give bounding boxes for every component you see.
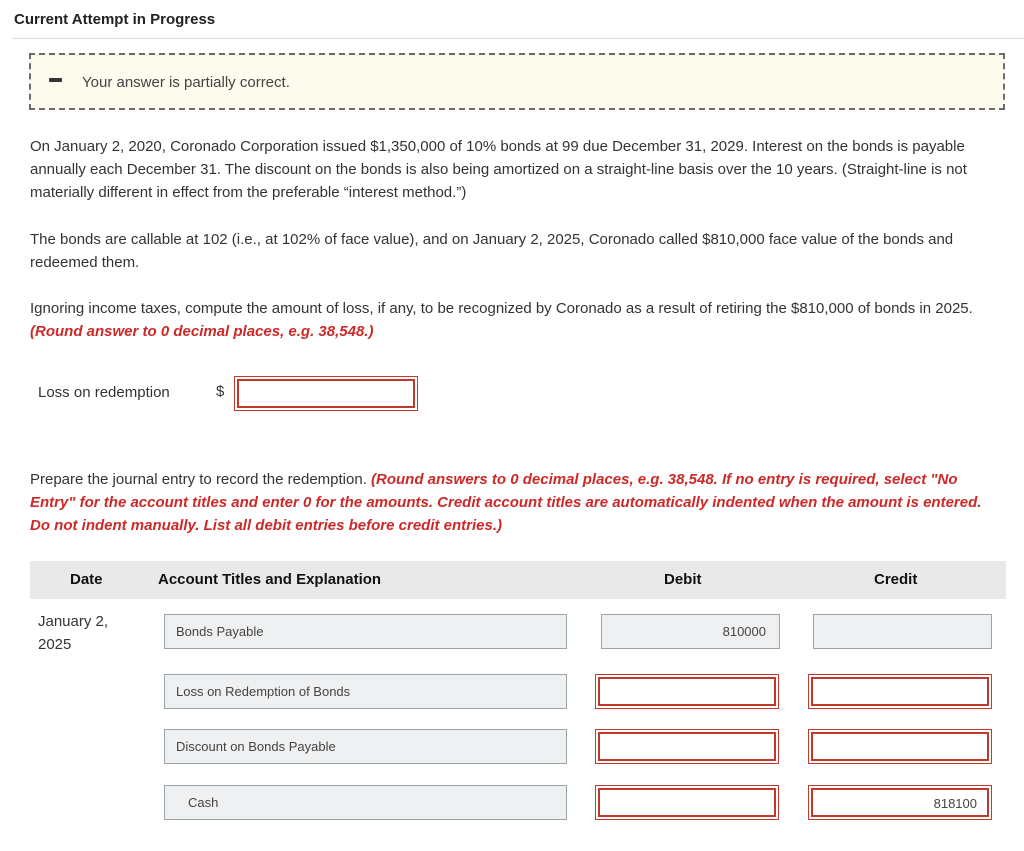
- problem-text-4: Prepare the journal entry to record the redemption.: [30, 471, 367, 488]
- debit-input-3[interactable]: [595, 729, 779, 764]
- account-select-1[interactable]: Bonds Payable: [164, 614, 567, 649]
- loss-label: Loss on redemption: [38, 384, 170, 401]
- problem-paragraph-3: [30, 297, 1005, 343]
- header-account: Account Titles and Explanation: [158, 571, 382, 588]
- credit-input-1[interactable]: [813, 614, 992, 649]
- debit-field-4[interactable]: [598, 788, 776, 817]
- debit-input-1[interactable]: 810000: [601, 614, 780, 649]
- currency-symbol: $: [216, 383, 225, 400]
- account-select-2[interactable]: Loss on Redemption of Bonds: [164, 674, 567, 709]
- credit-field-3[interactable]: [811, 732, 989, 761]
- feedback-message: Your answer is partially correct.: [82, 74, 290, 91]
- debit-input-2[interactable]: [595, 674, 779, 709]
- loss-on-redemption-input[interactable]: [234, 376, 418, 411]
- header-date: Date: [70, 571, 103, 588]
- account-select-3[interactable]: Discount on Bonds Payable: [164, 729, 567, 764]
- credit-field-2[interactable]: [811, 677, 989, 706]
- problem-paragraph-4: [30, 468, 1005, 537]
- header-credit: Credit: [874, 571, 918, 588]
- rounding-hint: (Round answer to 0 decimal places, e.g. 38,548.): [30, 323, 374, 340]
- debit-field-2[interactable]: [598, 677, 776, 706]
- problem-paragraph-2: The bonds are callable at 102 (i.e., at 102% of face value), and on January 2, 2025, Coronado called $810,000 face value of the bonds and redeemed them.: [30, 231, 954, 271]
- credit-field-4[interactable]: 818100: [811, 788, 989, 817]
- divider: [12, 38, 1024, 39]
- journal-hint: (Round answers to 0 decimal places, e.g. 38,548. If no entry is required, select "No Entry" for the account titles and enter 0 for the amounts. Credit account titles are automatically indented when the amount is entered. Do not indent manually. List all debit entries before credit entries.): [30, 471, 982, 534]
- credit-input-3[interactable]: [808, 729, 992, 764]
- credit-input-2[interactable]: [808, 674, 992, 709]
- debit-input-4[interactable]: [595, 785, 779, 820]
- problem-paragraph-1: On January 2, 2020, Coronado Corporation issued $1,350,000 of 10% bonds at 99 due December 31, 2029. Interest on the bonds is payable annually each December 31. The discount on the bonds is also being amortized on a straight-line basis over the 10 years. (Straight-line is not materially different in effect from the preferable “interest method.”): [30, 138, 967, 201]
- credit-input-4[interactable]: [808, 785, 992, 820]
- account-select-4[interactable]: Cash: [164, 785, 567, 820]
- debit-field-3[interactable]: [598, 732, 776, 761]
- loss-input-field[interactable]: [237, 379, 415, 408]
- entry-date: January 2, 2025: [38, 613, 109, 653]
- header-debit: Debit: [664, 571, 702, 588]
- journal-table-header: [30, 561, 1006, 599]
- attempt-title: Current Attempt in Progress: [14, 11, 216, 28]
- feedback-banner: [29, 53, 1005, 110]
- partial-dash-icon: [49, 78, 62, 82]
- problem-text-3: Ignoring income taxes, compute the amount of loss, if any, to be recognized by Coronado as a result of retiring the $810,000 of bonds in 2025.: [30, 300, 973, 317]
